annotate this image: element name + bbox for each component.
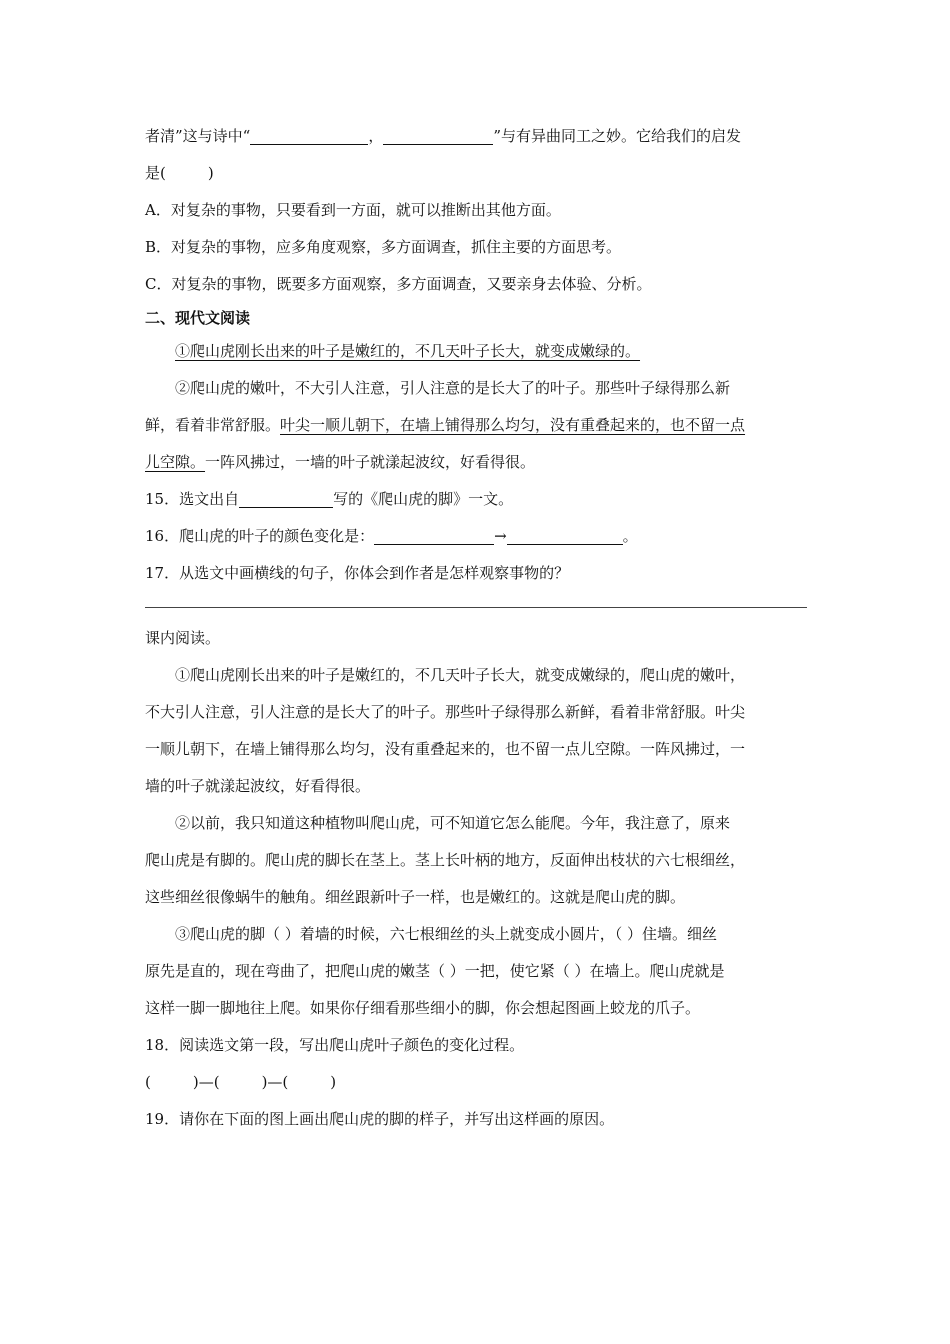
reading-p2-line3: 这些细丝很像蜗牛的触角。细丝跟新叶子一样，也是嫩红的。这就是爬山虎的脚。 [145,888,686,906]
q14-option-b: B．对复杂的事物，应多角度观察，多方面调查，抓住主要的方面思考。 [145,238,622,256]
question-16 [145,518,807,555]
question-15 [145,481,807,518]
passage-paragraph-2-line3 [145,444,807,481]
answer-line[interactable] [145,607,807,608]
q14-stem-line1 [145,118,807,155]
answer-blank[interactable] [507,526,623,545]
paren-close: ) [330,1073,337,1091]
q14-text: ) [207,164,214,182]
reading-p2-line2: 爬山虎是有脚的。爬山虎的脚长在茎上。茎上长叶柄的地方，反面伸出枝状的六七根细丝， [145,851,746,869]
answer-blank[interactable] [250,126,368,145]
reading-p3-line3: 这样一脚一脚地往上爬。如果你仔细看那些细小的脚，你会想起图画上蛟龙的爪子。 [145,999,701,1017]
question-text: 写的《爬山虎的脚》一文。 [333,490,514,508]
arrow-icon: → [494,527,507,545]
reading-p2-line1: ②以前，我只知道这种植物叫爬山虎，可不知道它怎么能爬。今年，我注意了，原来 [175,814,731,832]
question-text: 。 [622,527,638,545]
passage-paragraph-1 [145,333,807,370]
reading-title: 课内阅读。 [145,629,221,647]
underlined-sentence: 叶尖一顺儿朝下，在墙上铺得那么均匀，没有重叠起来的，也不留一点 [280,416,746,434]
reading-p3-line2: 原先是直的，现在弯曲了，把爬山虎的嫩茎（ ）一把，使它紧（ ）在墙上。爬山虎就是 [145,962,725,980]
q14-separator: ， [368,127,384,145]
q14-stem-line2 [145,155,807,192]
q14-text: ”与有异曲同工之妙。它给我们的启发 [493,127,742,145]
reading-p1-line2: 不大引人注意，引人注意的是长大了的叶子。那些叶子绿得那么新鲜，看着非常舒服。叶尖 [145,703,746,721]
paren-separator: )—( [192,1073,220,1091]
reading-p1-line3: 一顺儿朝下，在墙上铺得那么均匀，没有重叠起来的，也不留一点儿空隙。一阵风拂过，一 [145,740,746,758]
section-heading: 二、现代文阅读 [145,309,251,327]
question-17: 17．从选文中画横线的句子，你体会到作者是怎样观察事物的？ [145,564,570,582]
paren-open: ( [145,1073,151,1091]
q14-option-c: C．对复杂的事物，既要多方面观察，多方面调查，又要亲身去体验、分析。 [145,275,652,293]
answer-blank[interactable] [383,126,493,145]
question-18-answer [145,1064,807,1101]
underlined-sentence: 儿空隙。 [145,453,206,471]
question-19: 19．请你在下面的图上画出爬山虎的脚的样子，并写出这样画的原因。 [145,1110,615,1128]
passage-text: 鲜，看着非常舒服。 [145,416,281,434]
passage-text: 一阵风拂过，一墙的叶子就漾起波纹，好看得很。 [205,453,536,471]
question-text: 16．爬山虎的叶子的颜色变化是： [145,527,375,545]
q14-option-a: A．对复杂的事物，只要看到一方面，就可以推断出其他方面。 [145,201,561,219]
reading-p1-line4: 墙的叶子就漾起波纹，好看得很。 [145,777,371,795]
q14-text: 者清”这与诗中“ [145,127,251,145]
passage-paragraph-2-line2 [145,407,807,444]
paren-separator: )—( [261,1073,289,1091]
answer-blank[interactable] [374,526,494,545]
reading-p1-line1: ①爬山虎刚长出来的叶子是嫩红的，不几天叶子长大，就变成嫩绿的，爬山虎的嫩叶， [175,666,746,684]
question-text: 15．选文出自 [145,490,240,508]
passage-paragraph-2-line1: ②爬山虎的嫩叶，不大引人注意，引人注意的是长大了的叶子。那些叶子绿得那么新 [175,379,731,397]
worksheet-page [145,118,807,1138]
q14-text: 是( [145,164,166,182]
question-18: 18．阅读选文第一段，写出爬山虎叶子颜色的变化过程。 [145,1036,525,1054]
underlined-sentence: ①爬山虎刚长出来的叶子是嫩红的，不几天叶子长大，就变成嫩绿的。 [175,342,641,360]
answer-blank[interactable] [239,489,333,508]
reading-p3-line1: ③爬山虎的脚（ ）着墙的时候，六七根细丝的头上就变成小圆片，（ ）住墙。细丝 [175,925,718,943]
